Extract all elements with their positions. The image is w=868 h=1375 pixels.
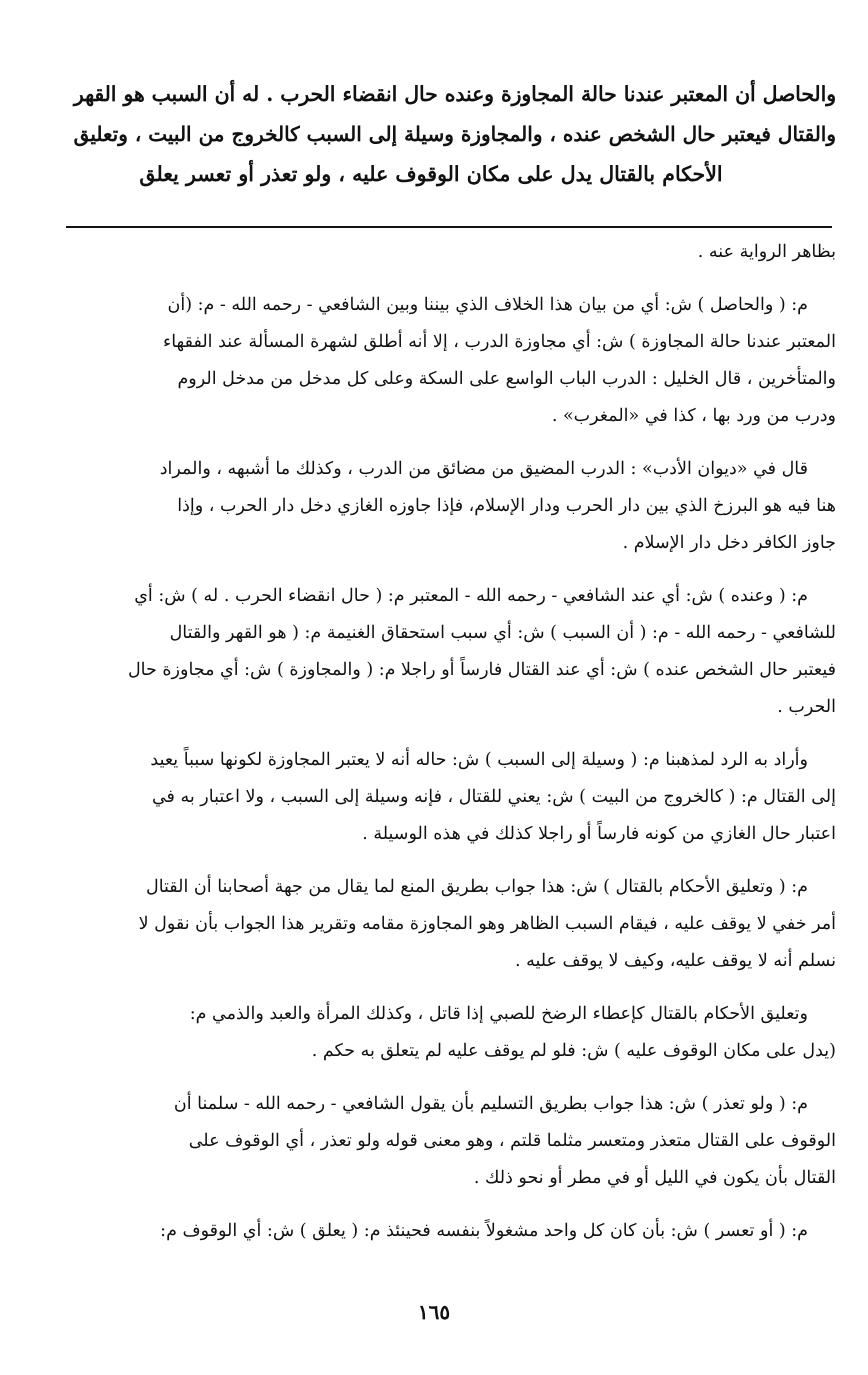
commentary-line: الحرب . [777, 697, 836, 717]
commentary-line: فيعتبر حال الشخص عنده ) ش: أي عند القتال فارساً أو راجلا م: ( والمجاوزة ) ش: أي مجاوزة حال [127, 660, 836, 680]
commentary-line: جاوز الكافر دخل دار الإسلام . [622, 533, 836, 553]
commentary-line: المعتبر عندنا حالة المجاوزة ) ش: أي مجاوزة الدرب ، إلا أنه أطلق لشهرة المسألة عند الفقهاء [162, 332, 836, 352]
commentary-line: إلى القتال م: ( كالخروج من البيت ) ش: يعني للقتال ، فإنه وسيلة إلى السبب ، ولا اعتبار به في [151, 787, 836, 807]
commentary-line: ودرب من ورد بها ، كذا في «المغرب» . [551, 406, 836, 426]
main-text-line: الأحكام بالقتال يدل على مكان الوقوف عليه ، ولو تعذر أو تعسر يعلق [139, 162, 723, 186]
commentary-line: أمر خفي لا يوقف عليه ، فيقام السبب الظاهر وهو المجاوزة مقامه وتقرير هذا الجواب بأن نقول لا [138, 914, 836, 934]
commentary-line: هنا فيه هو البرزخ الذي بين دار الحرب ودار الإسلام، فإذا جاوزه الغازي دخل دار الحرب ، وإذا [177, 496, 836, 516]
commentary-paragraph [66, 1086, 836, 1197]
page-number: ١٦٥ [417, 1300, 451, 1324]
commentary-line: (يدل على مكان الوقوف عليه ) ش: فلو لم يوقف عليه لم يتعلق به حكم . [311, 1041, 836, 1061]
commentary-line: وأراد به الرد لمذهبنا م: ( وسيلة إلى السبب ) ش: حاله أنه لا يعتبر المجاوزة لكونها سبباً يعيد [150, 750, 808, 770]
main-text-line: والحاصل أن المعتبر عندنا حالة المجاوزة وعنده حال انقضاء الحرب . له أن السبب هو القهر [73, 82, 836, 106]
commentary-paragraph [66, 287, 836, 435]
main-text-block [66, 74, 836, 194]
commentary-line: بظاهر الرواية عنه . [697, 242, 836, 262]
commentary-line: نسلم أنه لا يوقف عليه، وكيف لا يوقف عليه . [514, 951, 836, 971]
commentary-paragraph [66, 578, 836, 726]
commentary-paragraph [66, 869, 836, 980]
commentary-line: م: ( وتعليق الأحكام بالقتال ) ش: هذا جواب بطريق المنع لما يقال من جهة أصحابنا أن القتال [145, 877, 808, 897]
main-text-line: والقتال فيعتبر حال الشخص عنده ، والمجاوزة وسيلة إلى السبب كالخروج من البيت ، وتعليق [73, 122, 836, 146]
commentary-line: قال في «ديوان الأدب» : الدرب المضيق من مضائق من الدرب ، وكذلك ما أشبهه ، والمراد [159, 459, 808, 479]
commentary-line: م: ( ولو تعذر ) ش: هذا جواب بطريق التسليم بأن يقول الشافعي - رحمه الله - سلمنا أن [173, 1094, 808, 1114]
commentary-paragraph [66, 742, 836, 853]
commentary-line: م: ( وعنده ) ش: أي عند الشافعي - رحمه الله - المعتبر م: ( حال انقضاء الحرب . له ) ش: أي [134, 586, 808, 606]
commentary-line: م: ( والحاصل ) ش: أي من بيان هذا الخلاف الذي بيننا وبين الشافعي - رحمه الله - م: (أن [167, 295, 808, 315]
commentary-line: والمتأخرين ، قال الخليل : الدرب الباب الواسع على السكة وعلى كل مدخل من مدخل الروم [177, 369, 836, 389]
commentary-paragraph [66, 451, 836, 562]
commentary-line: وتعليق الأحكام بالقتال كإعطاء الرضخ للصبي إذا قاتل ، وكذلك المرأة والعبد والذمي م: [189, 1004, 808, 1024]
commentary-paragraph [66, 996, 836, 1070]
commentary-block [66, 234, 836, 1266]
commentary-line: الوقوف على القتال متعذر ومتعسر مثلما قلتم ، وهو معنى قوله ولو تعذر ، أي الوقوف على [188, 1131, 836, 1151]
commentary-line: اعتبار حال الغازي من كونه فارساً أو راجلا كذلك في هذه الوسيلة . [362, 824, 836, 844]
commentary-line: م: ( أو تعسر ) ش: بأن كان كل واحد مشغولاً بنفسه فحينئذ م: ( يعلق ) ش: أي الوقوف م: [160, 1221, 808, 1241]
commentary-paragraph [66, 234, 836, 271]
commentary-line: القتال بأن يكون في الليل أو في مطر أو نحو ذلك . [473, 1168, 836, 1188]
separator-rule [66, 226, 832, 228]
commentary-line: للشافعي - رحمه الله - م: ( أن السبب ) ش: أي سبب استحقاق الغنيمة م: ( هو القهر والقتال [169, 623, 836, 643]
commentary-paragraph [66, 1213, 836, 1250]
